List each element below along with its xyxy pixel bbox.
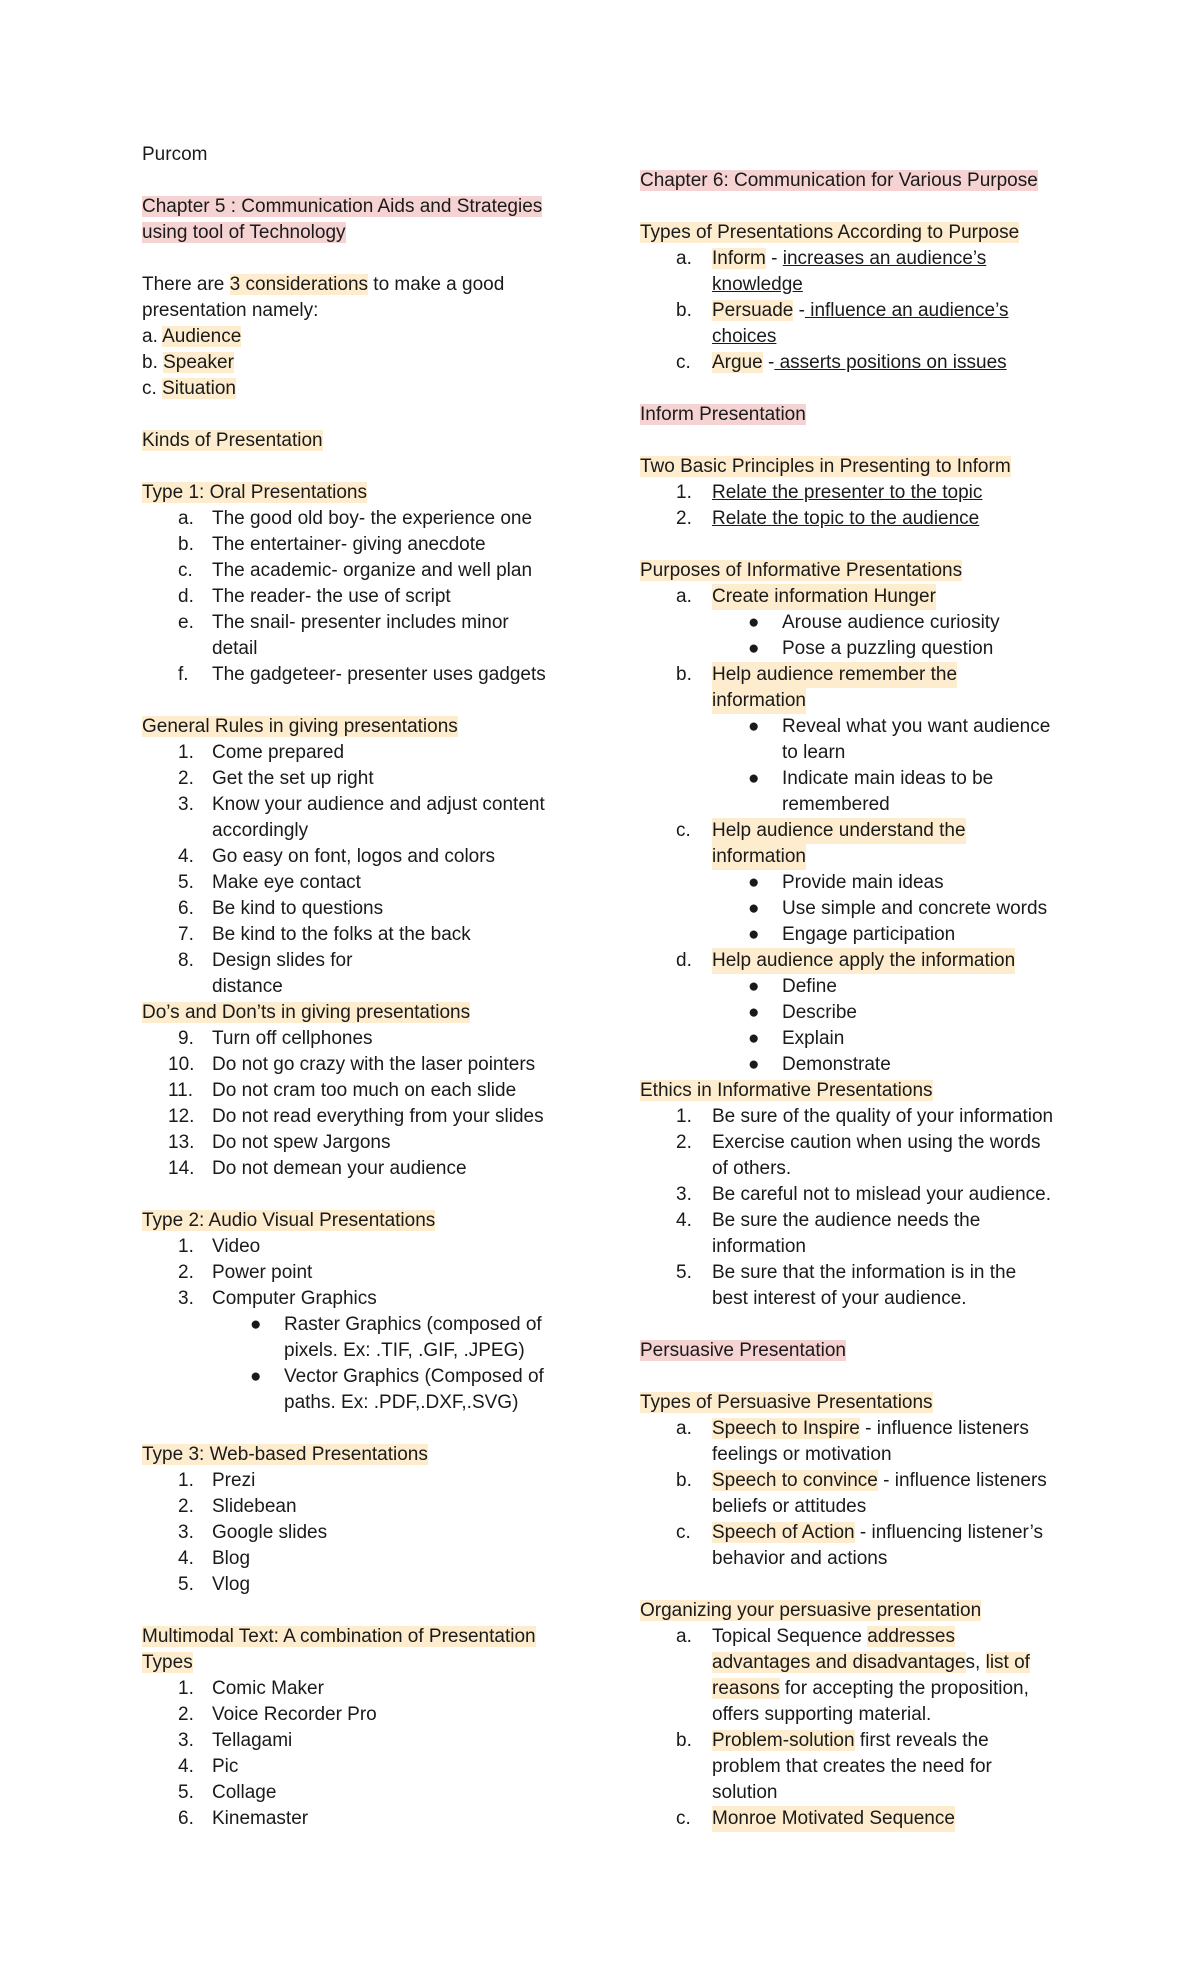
considerations-intro-cont: presentation namely: (142, 300, 319, 321)
types-persuasive-heading: Types of Persuasive Presentations (640, 1392, 933, 1413)
persuasive-heading: Persuasive Presentation (640, 1340, 846, 1361)
document-page: Purcom Chapter 5 : Communication Aids and Strategies using tool of Technology There are 3 considerations to make a good presentation namely: a. Audience b. Speaker c. Situation Kinds of Presentation Type 1: Oral Presentations a. The good old boy- the experience one b. The entertainer- giving anecdote c. The academic- organize and well plan d. The reader- the use of script e. The snail- presenter includes minor detail f. The gadgeteer- presenter uses gadgets General Rules in giving presentations 1. Come prepared 2. Get the set up right 3. Know your audience and adjust content accordingly 4. Go easy on font, logos and colors 5. Make eye contact 6. Be kind to questions 7. Be kind to the folks at the back 8. Design slides for distance Do’s and Don’ts in giving presentations 9. Turn off cellphones 10. Do not go crazy with the laser pointers 11. Do not cram too much on each slide 12. Do not read everything from your slides 13. Do not spew Jargons 14. Do not demean your audience Type 2: Audio Visual Presentations 1. Video 2. Power point 3. Computer Graphics ● Raster Graphics (composed of pixels. Ex: .TIF, .GIF, .JPEG) ● Vector Graphics (Composed of paths. Ex: .PDF,.DXF,.SVG) Type 3: Web-based Presentations 1. Prezi 2. Slidebean 3. Google slides 4. Blog 5. Vlog Multimodal Text: A combination of Presentation Types 1. Comic Maker 2. Voice Recorder Pro 3. Tellagami 4. Pic 5. Collage 6. Kinemaster Chapter 6: Communication for Various Purpose Types of Presentations According to Purpose a. Inform - increases an audience’s knowledge b. Persuade - influence an audience’s choices c. Argue - asserts positions on issues Inform Presentation Two Basic Principles in Presenting to Inform 1. Relate the presenter to the topic 2. Relate the topic to the audience Purposes of Informative Presentations a. Create information Hunger ● Arouse audience curiosity ● Pose a puzzling question b. Help audience remember the information ● Reveal what you want audience to learn ● Indicate main ideas to be remembered c. Help audience understand the information ● Provide main ideas ● Use simple and concrete words ● Engage participation d. Help audience apply the information ● Define ● Describe ● Explain ● Demonstrate Ethics in Informative Presentations 1. Be sure of the quality of your information 2. Exercise caution when using the words of others. 3. Be careful not to mislead your audience. 4. Be sure the audience needs the information 5. Be sure that the information is in the best interest of your audience. Persuasive Presentation Types of Persuasive Presentations a. Speech to Inspire - influence listeners feelings or motivation b. Speech to convince - influence listeners beliefs or attitudes c. Speech of Action - influencing listener’s behavior and actions Organizing your persuasive presentation a. Topical Sequence addresses advantages and disadvantages, list of reasons for accepting the proposition, offers supporting material. b. Problem-solution first reveals the problem that creates the need for solution c. Monroe Motivated Sequence (0, 0, 1200, 1976)
bullet-icon: ● (748, 924, 760, 945)
type3-heading: Type 3: Web-based Presentations (142, 1444, 428, 1465)
consideration-speaker: b. Speaker (142, 352, 234, 373)
multimodal-heading: Multimodal Text: A combination of Presentation (142, 1626, 536, 1647)
bullet-icon: ● (748, 898, 760, 919)
bullet-icon: ● (250, 1366, 262, 1387)
bullet-icon: ● (748, 612, 760, 633)
chapter5-heading-cont: using tool of Technology (142, 222, 346, 243)
two-principles-heading: Two Basic Principles in Presenting to Inform (640, 456, 1011, 477)
organizing-heading: Organizing your persuasive presentation (640, 1600, 982, 1621)
bullet-icon: ● (748, 768, 760, 789)
type1-heading: Type 1: Oral Presentations (142, 482, 367, 503)
types-purpose-heading: Types of Presentations According to Purpose (640, 222, 1020, 243)
considerations-intro: There are 3 considerations to make a good (142, 274, 505, 295)
bullet-icon: ● (748, 1002, 760, 1023)
chapter5-heading: Chapter 5 : Communication Aids and Strategies (142, 196, 543, 217)
chapter6-heading: Chapter 6: Communication for Various Purpose (640, 170, 1038, 191)
bullet-icon: ● (250, 1314, 262, 1335)
type2-heading: Type 2: Audio Visual Presentations (142, 1210, 436, 1231)
kinds-heading: Kinds of Presentation (142, 430, 323, 451)
document-title: Purcom (142, 144, 208, 165)
bullet-icon: ● (748, 1054, 760, 1075)
bullet-icon: ● (748, 976, 760, 997)
multimodal-heading-cont: Types (142, 1652, 193, 1673)
bullet-icon: ● (748, 638, 760, 659)
consideration-situation: c. Situation (142, 378, 237, 399)
dos-donts-heading: Do’s and Don’ts in giving presentations (142, 1002, 471, 1023)
inform-heading: Inform Presentation (640, 404, 806, 425)
general-rules-heading: General Rules in giving presentations (142, 716, 458, 737)
bullet-icon: ● (748, 716, 760, 737)
bullet-icon: ● (748, 1028, 760, 1049)
consideration-audience: a. Audience (142, 326, 242, 347)
ethics-heading: Ethics in Informative Presentations (640, 1080, 933, 1101)
bullet-icon: ● (748, 872, 760, 893)
purposes-heading: Purposes of Informative Presentations (640, 560, 963, 581)
